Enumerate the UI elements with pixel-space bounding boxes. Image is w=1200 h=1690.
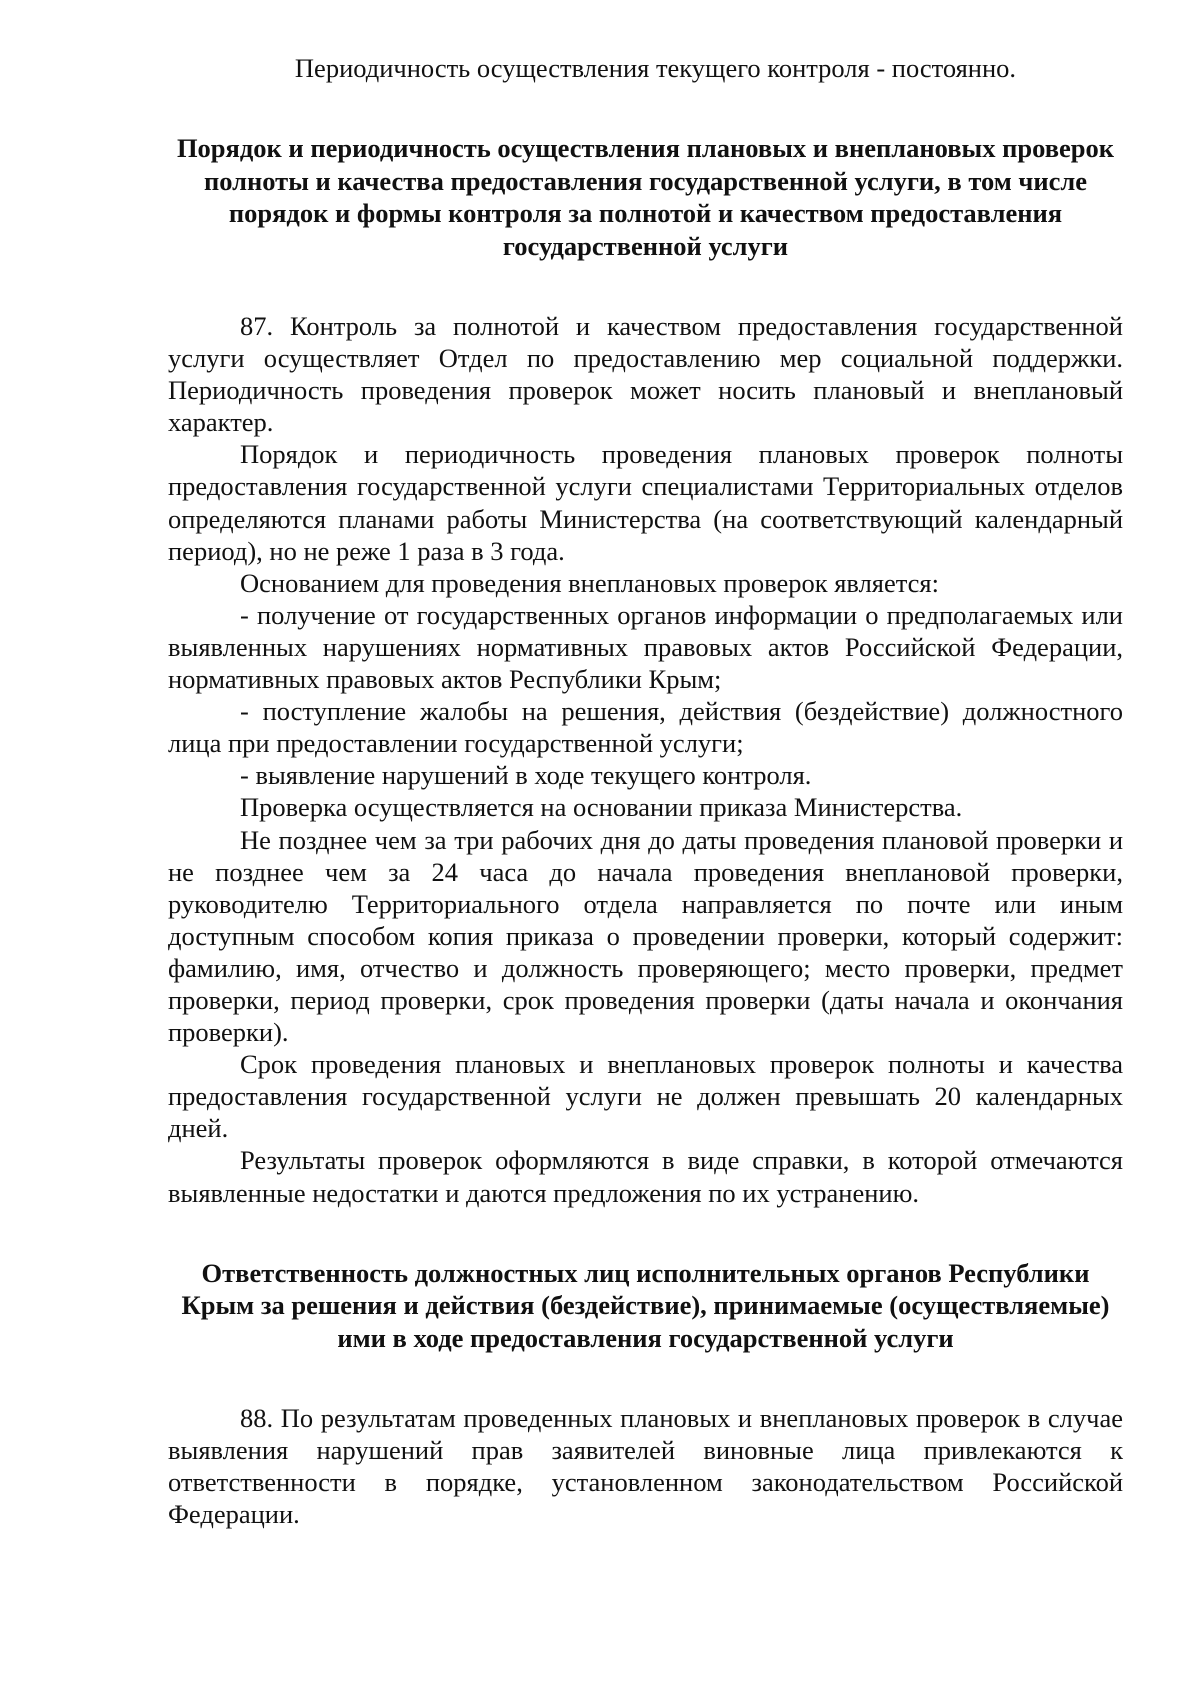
list-item: - получение от государственных органов информации о предполагаемых или выявленных нарушениях нормативных правовых актов Российской Федерации, нормативных правовых актов Республики Крым;: [168, 599, 1123, 695]
list-item: - выявление нарушений в ходе текущего контроля.: [240, 760, 812, 791]
paragraph: Не позднее чем за три рабочих дня до даты проведения плановой проверки и не позднее чем за 24 часа до начала проведения внеплановой проверки, руководителю Территориального отдела направляется по почте или иным доступным способом копия приказа о проведении проверки, который содержит: фамилию, имя, отчество и должность проверяющего; место проверки, предмет проверки, период проверки, срок проведения проверки (даты начала и окончания проверки).: [168, 824, 1123, 1048]
intro-line: Периодичность осуществления текущего контроля - постоянно.: [294, 53, 1017, 83]
section-2-body: [168, 1402, 1123, 1530]
paragraph: Основанием для проведения внеплановых проверок является:: [240, 567, 939, 598]
section-1-body: [168, 310, 1123, 1209]
list-item: - поступление жалобы на решения, действия (бездействие) должностного лица при предоставлении государственной услуги;: [168, 696, 1123, 759]
paragraph: Порядок и периодичность проведения плановых проверок полноты предоставления государственной услуги специалистами Территориальных отделов определяются планами работы Министерства (на соответствующий календарный период), но не реже 1 раза в 3 года.: [168, 439, 1123, 566]
paragraph: Результаты проверок оформляются в виде справки, в которой отмечаются выявленные недостатки и даются предложения по их устранению.: [168, 1145, 1123, 1208]
section-heading-responsibility: Ответственность должностных лиц исполнительных органов Республики Крым за решения и действия (бездействие), принимаемые (осуществляемые) ими в ходе предоставления государственной услуги: [181, 1257, 1110, 1353]
paragraph: 88. По результатам проведенных плановых и внеплановых проверок в случае выявления нарушений прав заявителей виновные лица привлекаются к ответственности в порядке, установленном законодательством Российской Федерации.: [168, 1403, 1123, 1530]
paragraph: Проверка осуществляется на основании приказа Министерства.: [240, 792, 963, 823]
section-heading-control-procedure: Порядок и периодичность осуществления плановых и внеплановых проверок полноты и качества предоставления государственной услуги, в том числе порядок и формы контроля за полнотой и качеством предоставления государственной услуги: [176, 133, 1115, 261]
paragraph: 87. Контроль за полнотой и качеством предоставления государственной услуги осуществляет Отдел по предоставлению мер социальной поддержки. Периодичность проведения проверок может носить плановый и внеплановый характер.: [168, 311, 1123, 438]
document-page: [168, 52, 1123, 1531]
paragraph: Срок проведения плановых и внеплановых проверок полноты и качества предоставления государственной услуги не должен превышать 20 календарных дней.: [168, 1049, 1123, 1144]
